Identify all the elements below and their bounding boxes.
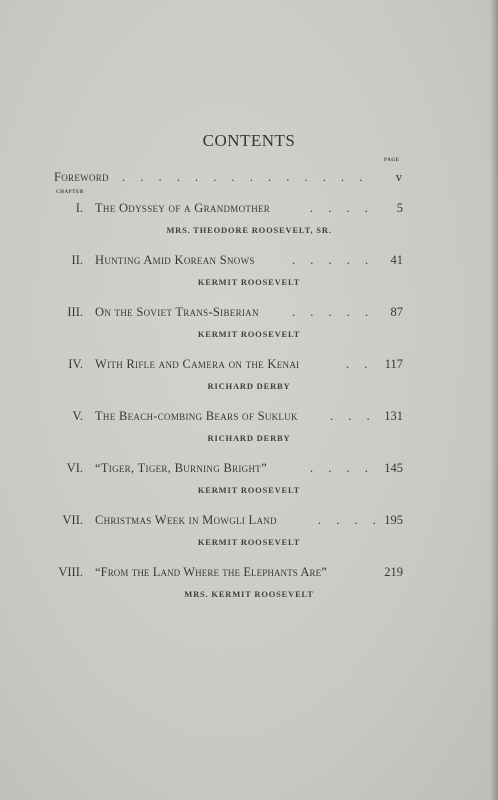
chapter-title: On the Soviet Trans-Siberian <box>95 305 259 319</box>
chapter-title: With Rifle and Camera on the Kenai <box>95 357 300 371</box>
chapter-page-number: 145 <box>384 461 403 475</box>
leader-dots: . . . . <box>318 513 382 527</box>
chapter-number: VIII. <box>58 565 83 579</box>
chapter-title: Christmas Week in Mowgli Land <box>95 513 277 527</box>
chapter-number: VI. <box>66 461 83 475</box>
page-title: CONTENTS <box>202 131 296 150</box>
chapter-page-number: 131 <box>384 409 403 423</box>
chapter-page-number: 117 <box>384 357 403 371</box>
chapter-author: KERMIT ROOSEVELT <box>197 537 301 547</box>
toc-entry-chapter-4 <box>0 357 498 375</box>
chapter-author: MRS. THEODORE ROOSEVELT, SR. <box>166 225 332 235</box>
leader-dots: . . . . . . . . . . . . . . <box>122 170 369 184</box>
chapter-author: KERMIT ROOSEVELT <box>197 277 301 287</box>
foreword-page-number: v <box>395 170 402 184</box>
chapter-page-number: 87 <box>390 305 403 319</box>
leader-dots: . . . . . <box>292 305 375 319</box>
leader-dots: . . . <box>330 409 376 423</box>
chapter-number: II. <box>71 253 83 267</box>
toc-entry-chapter-5 <box>0 409 498 427</box>
chapter-number: V. <box>72 409 83 423</box>
chapter-number: VII. <box>62 513 83 527</box>
toc-entry-chapter-8 <box>0 565 498 583</box>
chapter-title: The Odyssey of a Grandmother <box>95 201 271 215</box>
chapter-title: Hunting Amid Korean Snows <box>95 253 255 267</box>
toc-entry-chapter-3 <box>0 305 498 323</box>
chapter-author: MRS. KERMIT ROOSEVELT <box>184 589 314 599</box>
leader-dots: . . . . <box>310 201 374 215</box>
chapter-page-number: 195 <box>384 513 403 527</box>
chapter-title: The Beach-combing Bears of Sukluk <box>95 409 298 423</box>
toc-entry-chapter-7 <box>0 513 498 531</box>
toc-entry-chapter-1 <box>0 201 498 219</box>
toc-entry-chapter-2 <box>0 253 498 271</box>
leader-dots: . . <box>346 357 374 371</box>
chapter-page-number: 41 <box>390 253 403 267</box>
chapter-number: III. <box>67 305 83 319</box>
chapter-title: “From the Land Where the Elephants Are” <box>95 565 327 579</box>
toc-entry-foreword <box>0 170 498 188</box>
page-edge-shadow <box>490 0 498 800</box>
chapter-number: IV. <box>68 357 83 371</box>
chapter-number: I. <box>75 201 83 215</box>
leader-dots: . . . . . <box>292 253 375 267</box>
chapter-column-header: CHAPTER <box>56 190 84 195</box>
chapter-author: KERMIT ROOSEVELT <box>197 485 301 495</box>
chapter-author: RICHARD DERBY <box>207 433 291 443</box>
chapter-author: KERMIT ROOSEVELT <box>197 329 301 339</box>
chapter-page-number: 5 <box>396 201 403 215</box>
leader-dots: . . . . <box>310 461 374 475</box>
toc-entry-chapter-6 <box>0 461 498 479</box>
chapter-author: RICHARD DERBY <box>207 381 291 391</box>
chapter-title: “Tiger, Tiger, Burning Bright” <box>95 461 267 475</box>
page-column-header: PAGE <box>384 158 400 163</box>
chapter-page-number: 219 <box>384 565 403 579</box>
foreword-title: Foreword <box>54 170 109 184</box>
